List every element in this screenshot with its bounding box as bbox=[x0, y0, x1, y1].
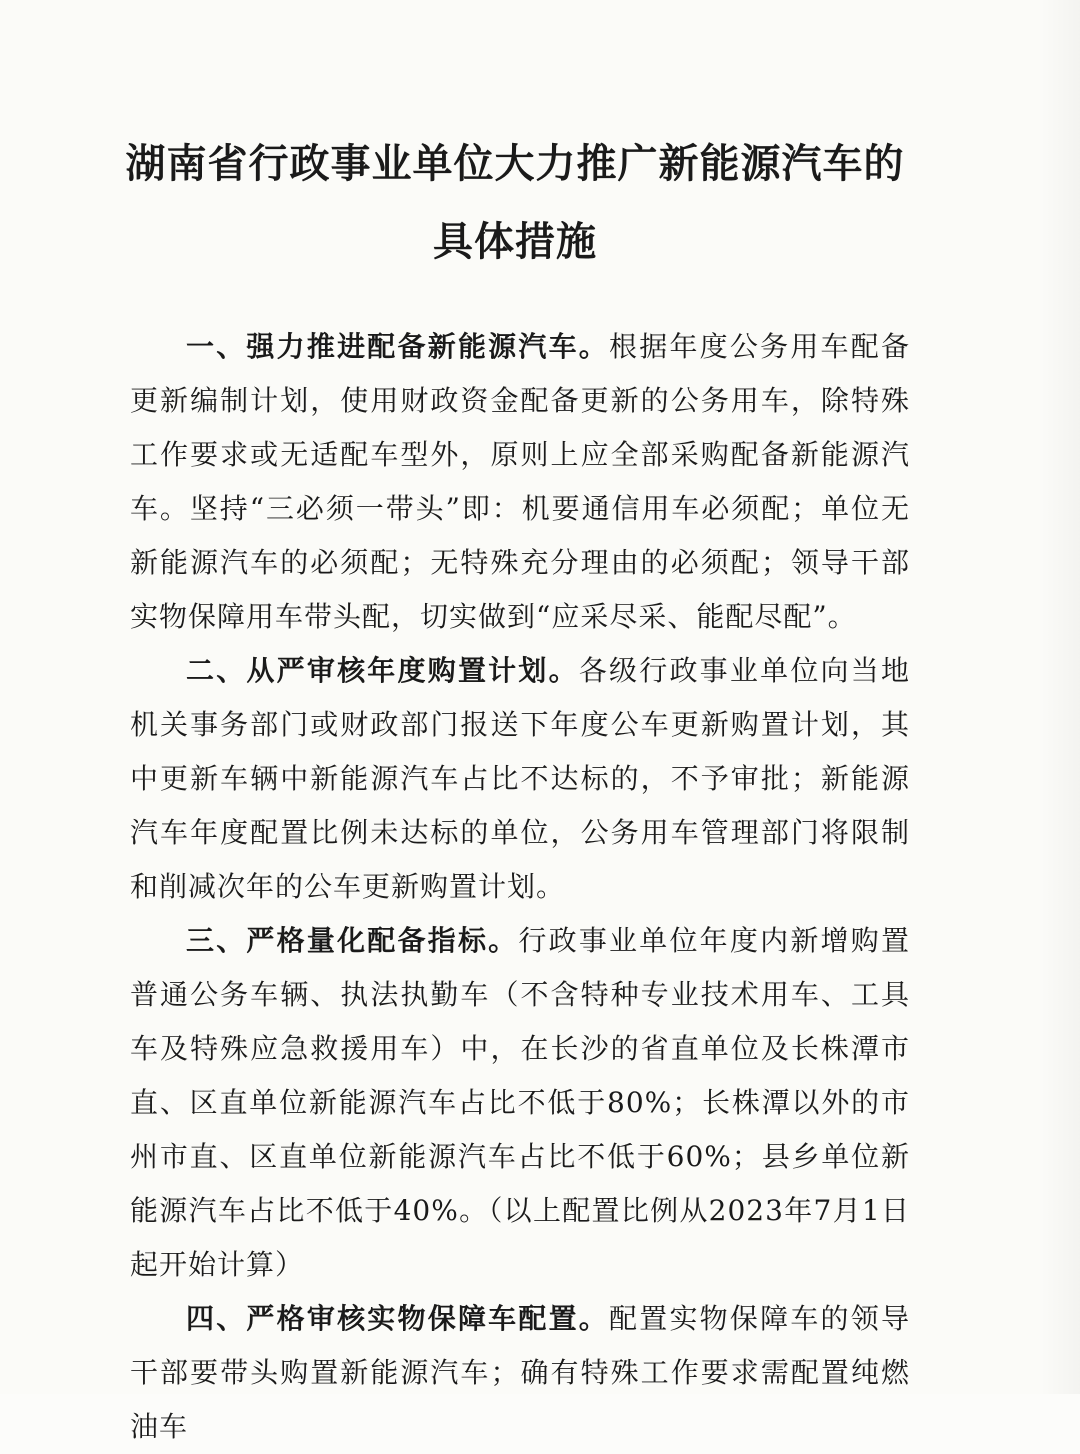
paragraph-4 bbox=[130, 1292, 910, 1454]
document-body bbox=[130, 320, 910, 1454]
page-edge-shadow bbox=[1040, 0, 1080, 1394]
paragraph-heading: 四、严格审核实物保障车配置。 bbox=[186, 1302, 610, 1335]
paragraph-text: 配置实物保障车的领导干部要带头购置新能源汽车；确有特殊工作要求需配置纯燃油车 bbox=[130, 1302, 910, 1443]
paragraph-heading: 一、强力推进配备新能源汽车。 bbox=[186, 330, 610, 363]
paragraph-text: 各级行政事业单位向当地机关事务部门或财政部门报送下年度公车更新购置计划，其中更新车辆中新能源汽车占比不达标的，不予审批；新能源汽车年度配置比例未达标的单位，公务用车管理部门将限制和削减次年的公车更新购置计划。 bbox=[130, 654, 910, 903]
paragraph-text: 行政事业单位年度内新增购置普通公务车辆、执法执勤车（不含特种专业技术用车、工具车及特殊应急救援用车）中，在长沙的省直单位及长株潭市直、区直单位新能源汽车占比不低于80%；长株潭以外的市州市直、区直单位新能源汽车占比不低于60%；县乡单位新能源汽车占比不低于40%。（以上配置比例从2023年7月1日起开始计算） bbox=[130, 924, 910, 1281]
paragraph-1 bbox=[130, 320, 910, 644]
paragraph-heading: 三、严格量化配备指标。 bbox=[186, 924, 519, 957]
title-line-2: 具体措施 bbox=[433, 218, 597, 265]
paragraph-2 bbox=[130, 644, 910, 914]
paragraph-3 bbox=[130, 914, 910, 1292]
paragraph-heading: 二、从严审核年度购置计划。 bbox=[186, 654, 579, 687]
document-title bbox=[0, 125, 1030, 281]
paragraph-text: 根据年度公务用车配备更新编制计划，使用财政资金配备更新的公务用车，除特殊工作要求或无适配车型外，原则上应全部采购配备新能源汽车。坚持“三必须一带头”即：机要通信用车必须配；单位无新能源汽车的必须配；无特殊充分理由的必须配；领导干部实物保障用车带头配，切实做到“应采尽采、能配尽配”。 bbox=[130, 330, 910, 633]
title-line-1: 湖南省行政事业单位大力推广新能源汽车的 bbox=[125, 140, 905, 187]
